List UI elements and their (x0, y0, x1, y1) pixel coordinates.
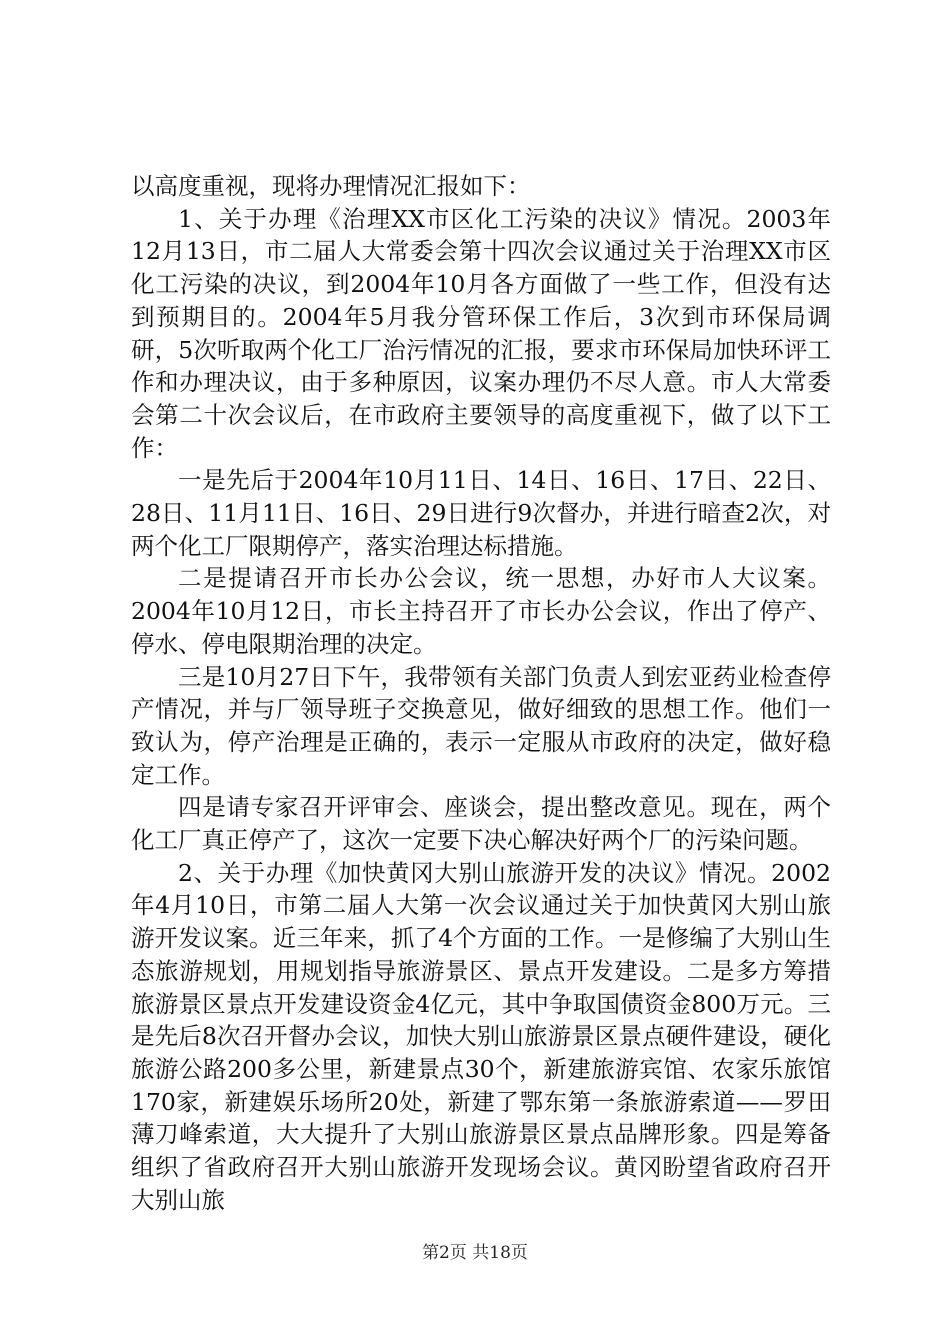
page-number-footer: 第2页 共18页 (422, 1243, 528, 1263)
paragraph-step-1: 一是先后于2004年10月11日、14日、16日、17日、22日、28日、11月11日、16日、29日进行9次督办，并进行暗查2次，对两个化工厂限期停产，落实治理达标措施。 (131, 466, 831, 560)
paragraph-item-1: 1、关于办理《治理XX市区化工污染的决议》情况。2003年12月13日，市二届人大常委会第十四次会议通过关于治理XX市区化工污染的决议，到2004年10月各方面做了一些工作，但没有达到预期目的。2004年5月我分管环保工作后，3次到市环保局调研，5次听取两个化工厂治污情况的汇报，要求市环保局加快环评工作和办理决议，由于多种原因，议案办理仍不尽人意。市人大常委会第二十次会议后，在市政府主要领导的高度重视下，做了以下工作： (131, 204, 831, 462)
paragraph-intro: 以高度重视，现将办理情况汇报如下： (131, 172, 531, 200)
paragraph-step-3: 三是10月27日下午，我带领有关部门负责人到宏亚药业检查停产情况，并与厂领导班子交换意见，做好细致的思想工作。他们一致认为，停产治理是正确的，表示一定服从市政府的决定，做好稳定工作。 (131, 662, 831, 789)
document-body (131, 170, 831, 1217)
paragraph-item-2: 2、关于办理《加快黄冈大别山旅游开发的决议》情况。2002年4月10日，市第二届人大第一次会议通过关于加快黄冈大别山旅游开发议案。近三年来，抓了4个方面的工作。一是修编了大别山生态旅游规划，用规划指导旅游景区、景点开发建设。二是多方筹措旅游景区景点开发建设资金4亿元，其中争取国债资金800万元。三是先后8次召开督办会议，加快大别山旅游景区景点硬件建设，硬化旅游公路200多公里，新建景点30个，新建旅游宾馆、农家乐旅馆170家，新建娱乐场所20处，新建了鄂东第一条旅游索道——罗田薄刀峰索道，大大提升了大别山旅游景区景点品牌形象。四是筹备组织了省政府召开大别山旅游开发现场会议。黄冈盼望省政府召开大别山旅 (131, 858, 831, 1214)
paragraph-step-4: 四是请专家召开评审会、座谈会，提出整改意见。现在，两个化工厂真正停产了，这次一定要下决心解决好两个厂的污染问题。 (131, 793, 831, 855)
paragraph-step-2: 二是提请召开市长办公会议，统一思想，办好市人大议案。2004年10月12日，市长主持召开了市长办公会议，作出了停产、停水、停电限期治理的决定。 (131, 564, 831, 658)
